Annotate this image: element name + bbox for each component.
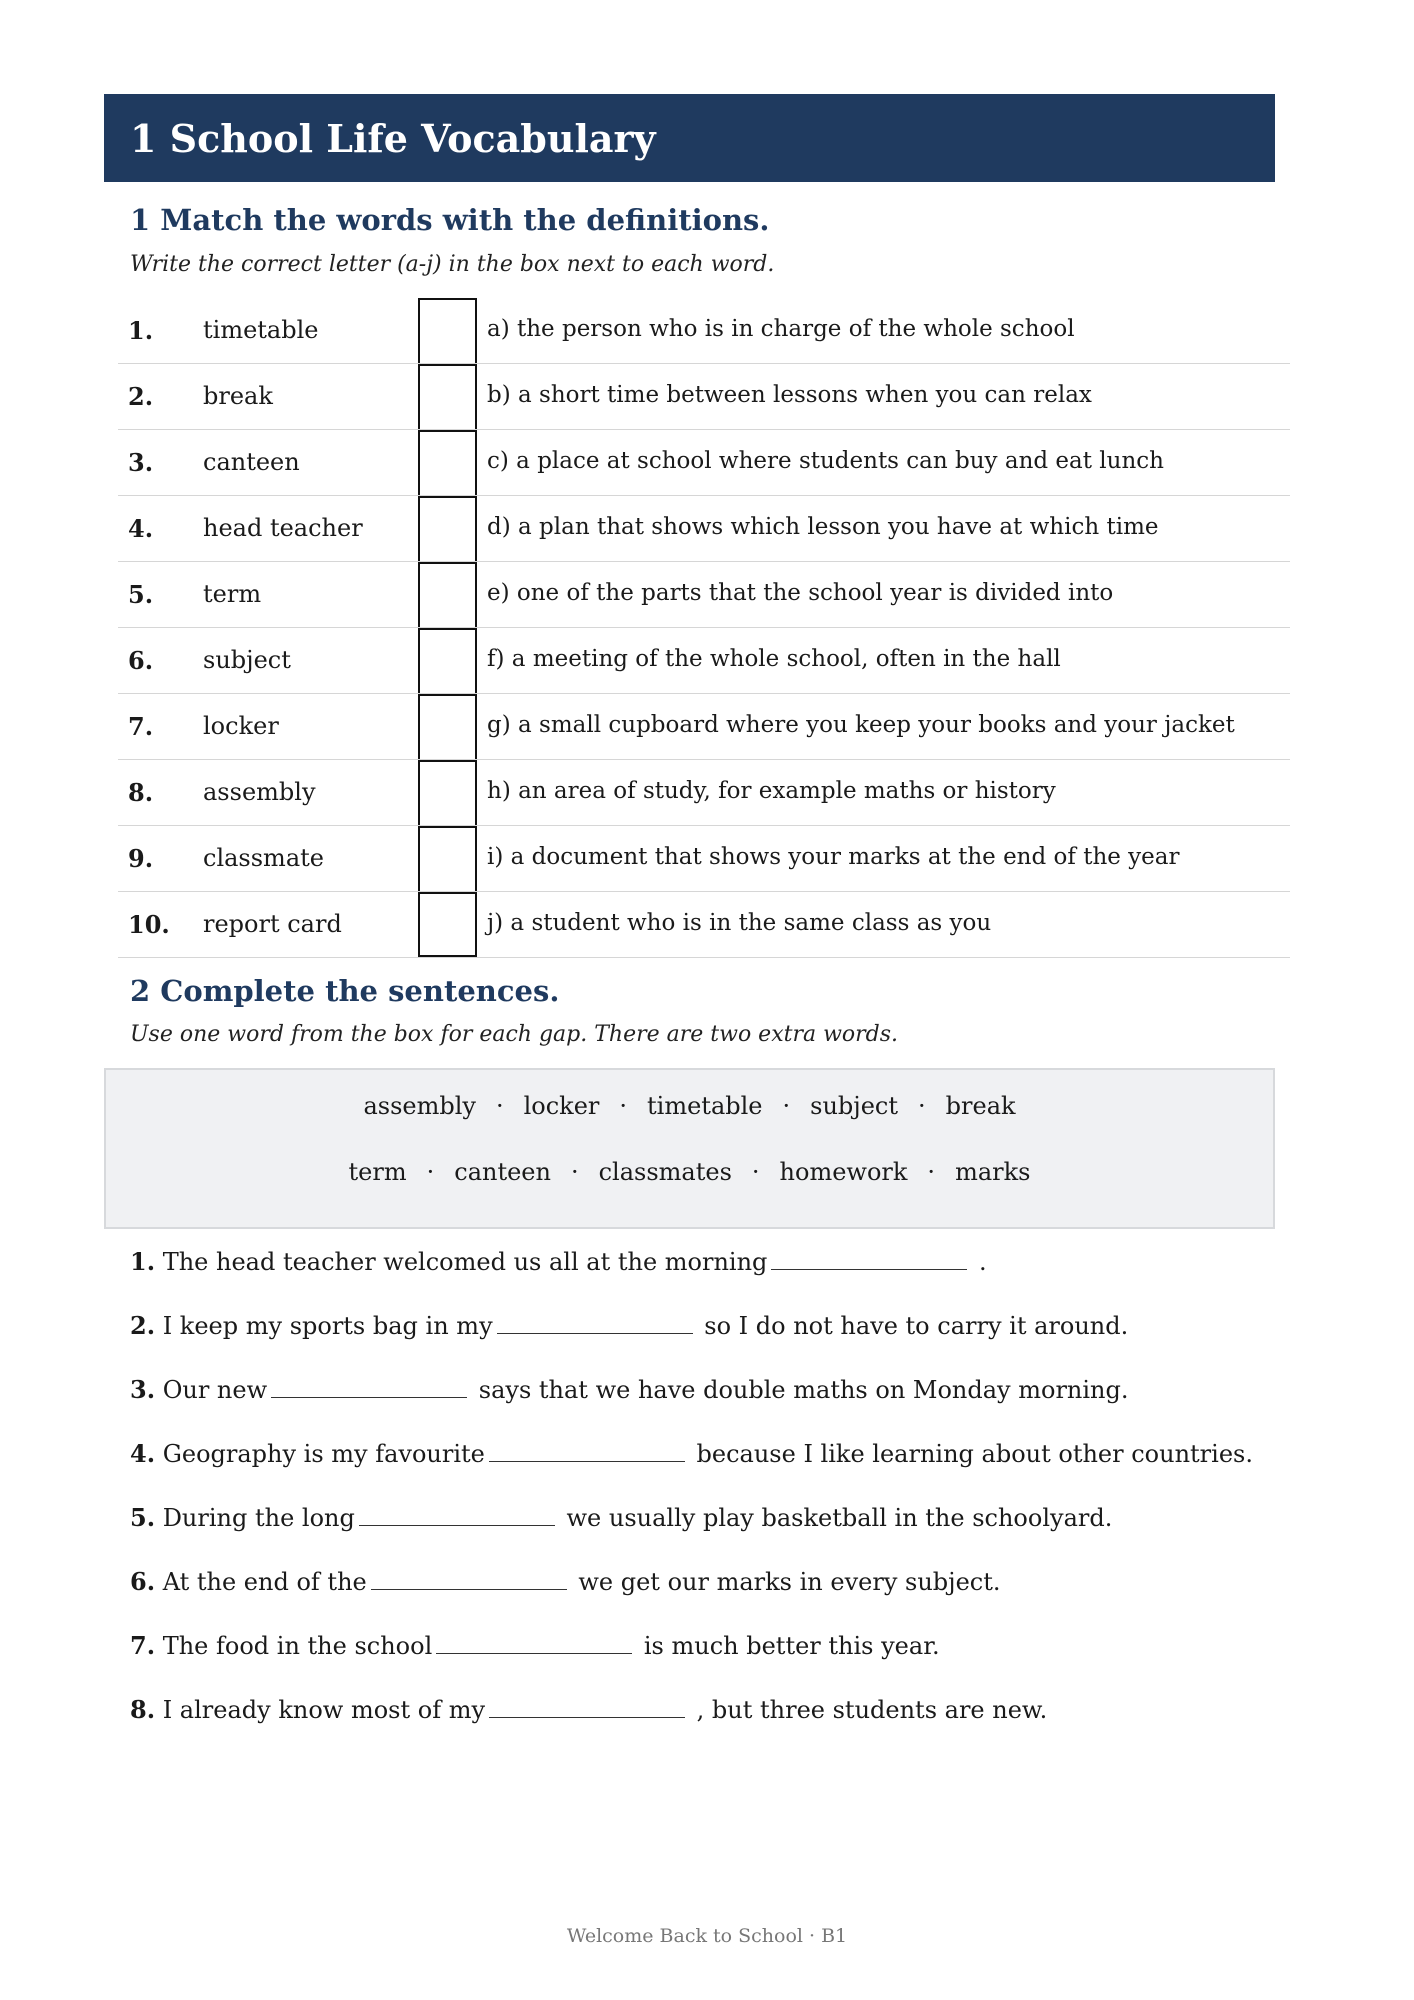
- sentence-text-after: so I do not have to carry it around.: [696, 1312, 1129, 1340]
- item-number: 5.: [128, 580, 154, 609]
- sentence-text-after: is much better this year.: [636, 1632, 940, 1660]
- sentence-text-before: I already know most of my: [155, 1696, 486, 1724]
- answer-box[interactable]: [418, 628, 477, 693]
- vocab-word: locker: [203, 712, 279, 740]
- word-separator: ·: [619, 1092, 628, 1120]
- word-separator: ·: [782, 1092, 791, 1120]
- item-number: 7.: [128, 712, 154, 741]
- match-row: [118, 628, 1290, 694]
- word-bank-item: subject: [810, 1092, 899, 1120]
- answer-box[interactable]: [418, 562, 477, 627]
- definition-text: i) a document that shows your marks at the end of the year: [487, 844, 1180, 870]
- gap-blank[interactable]: [489, 1441, 685, 1462]
- match-row: [118, 430, 1290, 496]
- word-separator: ·: [426, 1158, 435, 1186]
- definition-text: h) an area of study, for example maths or history: [487, 778, 1056, 804]
- sentence-list: [130, 1247, 1253, 1759]
- sentence-number: 5.: [130, 1503, 156, 1532]
- gap-blank[interactable]: [371, 1569, 567, 1590]
- word-bank-item: assembly: [363, 1092, 476, 1120]
- word-bank-item: timetable: [647, 1092, 763, 1120]
- match-row: [118, 826, 1290, 892]
- definition-text: b) a short time between lessons when you can relax: [487, 382, 1092, 408]
- sentence-item: [130, 1247, 1253, 1311]
- sentence-text-before: During the long: [155, 1504, 355, 1532]
- sentence-item: [130, 1311, 1253, 1375]
- match-row: [118, 496, 1290, 562]
- answer-box[interactable]: [418, 364, 477, 429]
- word-box-line-2: [106, 1158, 1273, 1186]
- definition-text: g) a small cupboard where you keep your books and your jacket: [487, 712, 1235, 738]
- sentence-text-after: we usually play basketball in the schoolyard.: [558, 1504, 1113, 1532]
- page-footer: Welcome Back to School · B1: [566, 1925, 848, 1947]
- sentence-text-before: At the end of the: [155, 1568, 367, 1596]
- sentence-text-after: says that we have double maths on Monday morning.: [471, 1376, 1129, 1404]
- answer-box[interactable]: [418, 760, 477, 825]
- vocab-word: assembly: [203, 778, 316, 806]
- section-2-instruction: Use one word from the box for each gap. There are two extra words.: [130, 1022, 899, 1047]
- answer-box[interactable]: [418, 298, 477, 363]
- item-number: 3.: [128, 448, 154, 477]
- vocab-word: head teacher: [203, 514, 363, 542]
- sentence-text-before: Geography is my favourite: [155, 1440, 485, 1468]
- sentence-text-before: I keep my sports bag in my: [155, 1312, 493, 1340]
- sentence-number: 2.: [130, 1311, 156, 1340]
- word-box: [104, 1068, 1275, 1229]
- sentence-text-before: The head teacher welcomed us all at the morning: [155, 1248, 768, 1276]
- match-row: [118, 562, 1290, 628]
- match-row: [118, 364, 1290, 430]
- sentence-item: [130, 1567, 1253, 1631]
- item-number: 9.: [128, 844, 154, 873]
- vocab-word: classmate: [203, 844, 324, 872]
- sentence-text-after: , but three students are new.: [689, 1696, 1048, 1724]
- gap-blank[interactable]: [489, 1697, 685, 1718]
- word-bank-item: break: [945, 1092, 1016, 1120]
- match-row: [118, 892, 1290, 958]
- sentence-number: 4.: [130, 1439, 156, 1468]
- word-separator: ·: [918, 1092, 926, 1120]
- sentence-text-after: because I like learning about other countries.: [688, 1440, 1253, 1468]
- worksheet-title: [104, 94, 1275, 182]
- gap-blank[interactable]: [771, 1249, 967, 1270]
- match-row: [118, 694, 1290, 760]
- definition-text: c) a place at school where students can buy and eat lunch: [487, 448, 1164, 474]
- word-separator: ·: [751, 1158, 760, 1186]
- section-1-heading: 1 Match the words with the definitions.: [130, 203, 770, 237]
- word-separator: ·: [570, 1158, 579, 1186]
- gap-blank[interactable]: [271, 1377, 467, 1398]
- item-number: 8.: [128, 778, 154, 807]
- word-bank-item: classmates: [598, 1158, 732, 1186]
- word-bank-item: canteen: [454, 1158, 551, 1186]
- sentence-item: [130, 1631, 1253, 1695]
- match-row: [118, 298, 1290, 364]
- sentence-text-after: we get our marks in every subject.: [570, 1568, 1001, 1596]
- sentence-text-before: The food in the school: [155, 1632, 433, 1660]
- definition-text: f) a meeting of the whole school, often in the hall: [487, 646, 1061, 672]
- answer-box[interactable]: [418, 496, 477, 561]
- sentence-text-before: Our new: [155, 1376, 268, 1404]
- sentence-number: 8.: [130, 1695, 156, 1724]
- vocab-word: term: [203, 580, 262, 608]
- item-number: 2.: [128, 382, 154, 411]
- vocab-word: timetable: [203, 316, 319, 344]
- sentence-number: 3.: [130, 1375, 156, 1404]
- sentence-number: 7.: [130, 1631, 156, 1660]
- sentence-item: [130, 1695, 1253, 1759]
- match-row: [118, 760, 1290, 826]
- worksheet-title-text: 1 School Life Vocabulary: [130, 115, 656, 161]
- item-number: 4.: [128, 514, 154, 543]
- sentence-number: 1.: [130, 1247, 156, 1276]
- section-1-instruction: Write the correct letter (a-j) in the box next to each word.: [130, 252, 775, 277]
- word-bank-item: marks: [955, 1158, 1031, 1186]
- sentence-text-after: .: [971, 1248, 987, 1276]
- word-bank-item: locker: [523, 1092, 600, 1120]
- item-number: 6.: [128, 646, 154, 675]
- sentence-item: [130, 1503, 1253, 1567]
- gap-blank[interactable]: [359, 1505, 555, 1526]
- gap-blank[interactable]: [436, 1633, 632, 1654]
- sentence-item: [130, 1439, 1253, 1503]
- vocab-word: break: [203, 382, 273, 410]
- word-box-line-1: [106, 1092, 1273, 1120]
- answer-box[interactable]: [418, 430, 477, 495]
- vocab-word: subject: [203, 646, 291, 674]
- definition-text: j) a student who is in the same class as you: [487, 910, 992, 936]
- gap-blank[interactable]: [497, 1313, 693, 1334]
- word-separator: ·: [495, 1092, 504, 1120]
- section-2-heading: 2 Complete the sentences.: [130, 974, 560, 1008]
- word-bank-item: term: [348, 1158, 407, 1186]
- item-number: 1.: [128, 316, 154, 345]
- answer-box[interactable]: [418, 892, 477, 957]
- word-bank-item: homework: [779, 1158, 908, 1186]
- definition-text: d) a plan that shows which lesson you have at which time: [487, 514, 1159, 540]
- definition-text: e) one of the parts that the school year is divided into: [487, 580, 1114, 606]
- definition-text: a) the person who is in charge of the whole school: [487, 316, 1075, 342]
- sentence-number: 6.: [130, 1567, 156, 1596]
- matching-table: [118, 298, 1290, 958]
- item-number: 10.: [128, 910, 170, 939]
- vocab-word: report card: [203, 910, 342, 938]
- sentence-item: [130, 1375, 1253, 1439]
- answer-box[interactable]: [418, 694, 477, 759]
- answer-box[interactable]: [418, 826, 477, 891]
- word-separator: ·: [927, 1158, 936, 1186]
- vocab-word: canteen: [203, 448, 300, 476]
